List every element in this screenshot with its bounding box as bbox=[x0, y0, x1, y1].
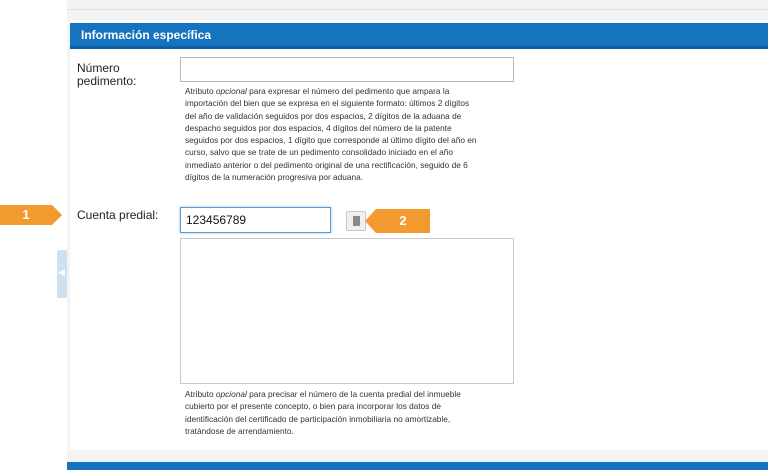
pedimento-hint-line-3: despacho seguidos por dos espacios, 4 dígitos del número de la patente bbox=[185, 122, 452, 133]
pedimento-hint-line-5: curso, salvo que se trate de un pedimento consolidado iniciado en el año bbox=[185, 147, 453, 158]
cuenta-predial-input[interactable] bbox=[180, 207, 331, 233]
section-header bbox=[70, 23, 768, 49]
pedimento-hint-line-4: seguidos por dos espacios, 1 dígito que corresponde al último dígito del año en bbox=[185, 135, 477, 146]
add-cuenta-predial-button[interactable] bbox=[346, 211, 366, 231]
hint-text: para expresar el número del pedimento que ampara la bbox=[249, 86, 450, 96]
sidebar-collapse-toggle[interactable] bbox=[57, 250, 67, 298]
pedimento-hint-line-1: importación del bien que se expresa en el siguiente formato: últimos 2 dígitos bbox=[185, 98, 470, 109]
hint-text: para precisar el número de la cuenta predial del inmueble bbox=[249, 389, 461, 399]
callout-badge-2: 2 bbox=[376, 209, 430, 233]
cuenta-hint-line-2: identificación del certificado de participación inmobiliaria no amortizable, bbox=[185, 413, 451, 424]
pedimento-label-line1: Número bbox=[77, 61, 120, 75]
panel-divider bbox=[67, 9, 768, 10]
pedimento-hint-line-7: dígitos de la numeración progresiva por aduana. bbox=[185, 172, 364, 183]
hint-prefix: Atributo bbox=[185, 389, 216, 399]
cuenta-hint-line-1: cubierto por el presente concepto, o bien para incorporar los datos de bbox=[185, 401, 441, 412]
cuenta-predial-textarea[interactable] bbox=[180, 238, 514, 384]
form-panel bbox=[67, 0, 768, 470]
cuenta-predial-hint bbox=[185, 388, 525, 437]
pedimento-input[interactable] bbox=[180, 57, 514, 82]
cuenta-hint-line-3: tratándose de arrendamiento. bbox=[185, 425, 294, 436]
pedimento-hint-line-6: inmediato anterior o del pedimento original de una rectificación, seguido de 6 bbox=[185, 159, 468, 170]
pedimento-hint-line-2: del año de validación seguidos por dos espacios, 2 dígitos de la aduana de bbox=[185, 110, 462, 121]
section-title: Información específica bbox=[81, 28, 212, 42]
hint-prefix: Atributo bbox=[185, 86, 216, 96]
cuenta-hint-line-0 bbox=[185, 388, 525, 400]
pedimento-label bbox=[77, 62, 136, 88]
callout-badge-1: 1 bbox=[0, 205, 52, 225]
document-icon bbox=[353, 216, 360, 226]
pedimento-label-line2: pedimento: bbox=[77, 74, 137, 88]
pedimento-hint-line-0 bbox=[185, 85, 525, 97]
pedimento-hint bbox=[185, 85, 525, 183]
chevron-left-icon: ◀ bbox=[58, 268, 65, 278]
cuenta-predial-label: Cuenta predial: bbox=[77, 208, 159, 222]
next-section-header bbox=[67, 462, 768, 470]
hint-optional: opcional bbox=[215, 86, 247, 96]
hint-optional: opcional bbox=[215, 389, 247, 399]
